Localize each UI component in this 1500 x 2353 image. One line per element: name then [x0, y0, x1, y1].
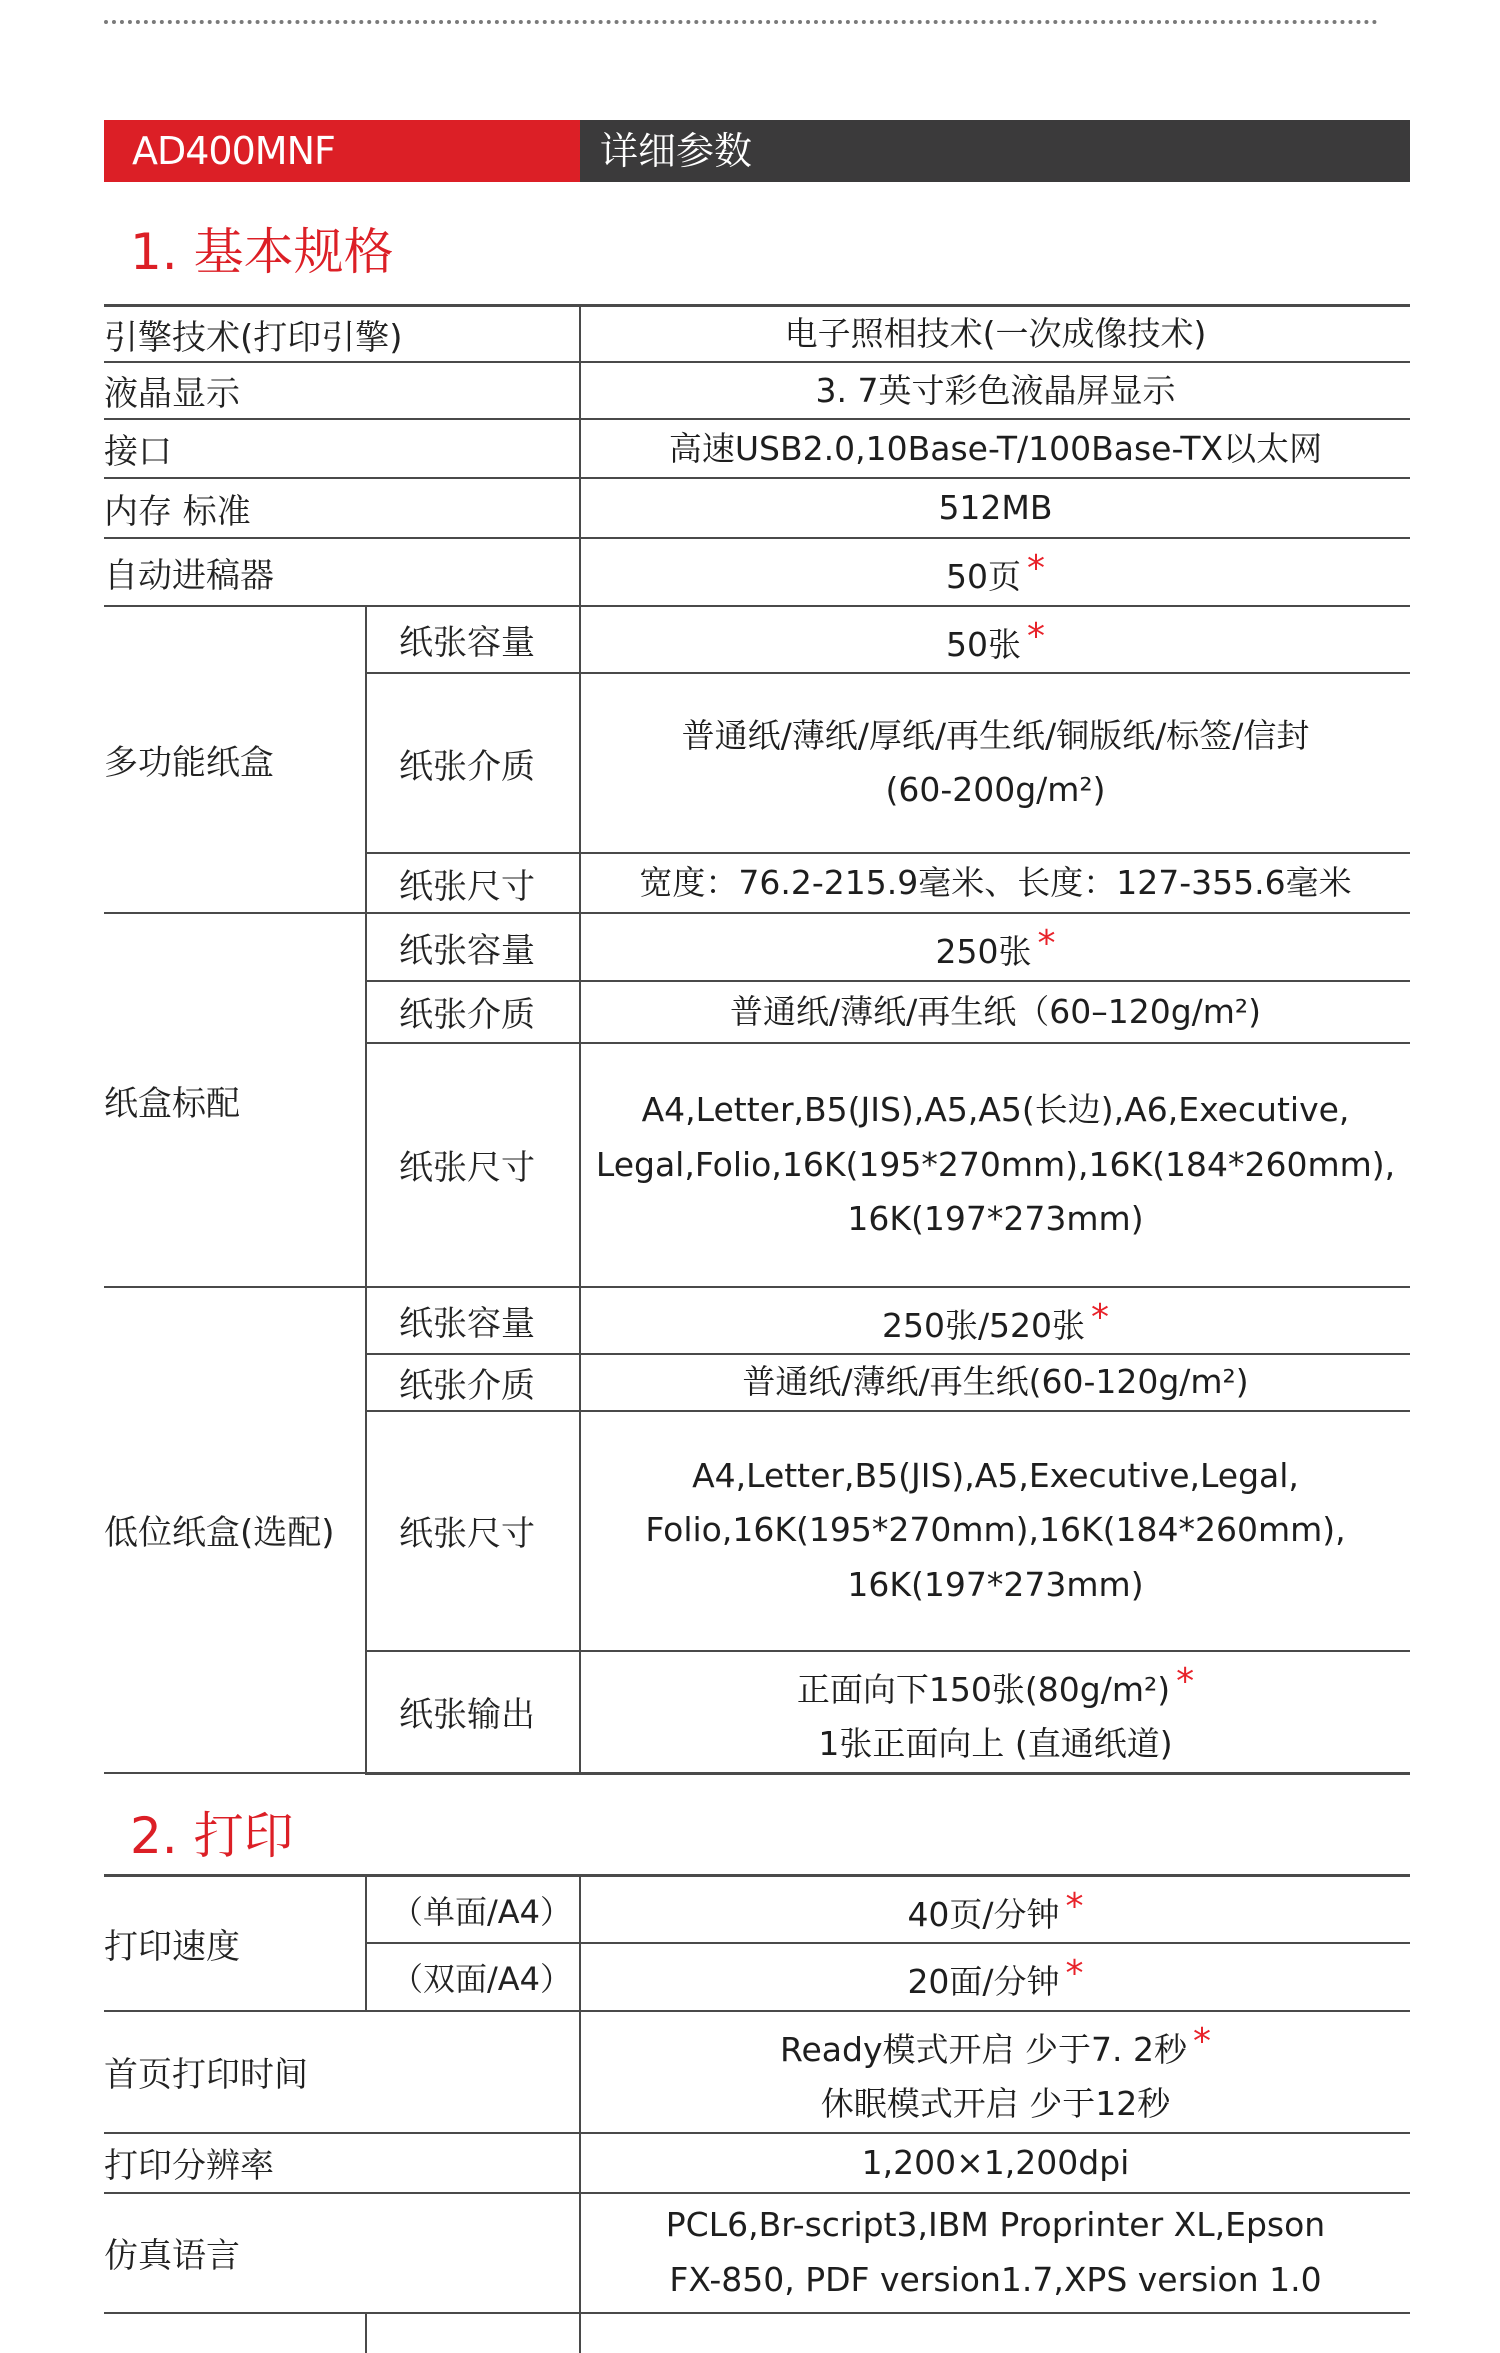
table-row	[104, 2133, 1410, 2193]
row-label: 液晶显示	[104, 362, 580, 419]
print-spec-table	[104, 1874, 1410, 2353]
row-value	[580, 1943, 1410, 2010]
value-text: 50张	[946, 624, 1021, 664]
sub-label: 纸张尺寸	[366, 1411, 580, 1651]
sub-label: 纸张容量	[366, 913, 580, 980]
value-line: PCL6,Br-script3,IBM Proprinter XL,Epson	[665, 2205, 1326, 2245]
value-line: A4,Letter,B5(JIS),A5,A5(长边),A6,Executive,	[641, 1090, 1350, 1130]
row-value: 电子照相技术(一次成像技术)	[580, 306, 1410, 363]
top-dotted-divider	[104, 20, 1378, 24]
value-text: 20面/分钟	[907, 1962, 1060, 2002]
row-value	[580, 1287, 1410, 1354]
table-cell	[366, 2313, 580, 2353]
row-label: 接口	[104, 419, 580, 478]
table-row	[104, 2193, 1410, 2313]
row-value: 512MB	[580, 478, 1410, 538]
row-value	[580, 913, 1410, 980]
value-text: 250张	[935, 932, 1032, 972]
footnote-star: *	[1192, 2020, 1211, 2062]
row-value: 3. 7英寸彩色液晶屏显示	[580, 362, 1410, 419]
row-label: 打印分辨率	[104, 2133, 580, 2193]
row-value	[580, 606, 1410, 673]
table-row	[104, 419, 1410, 478]
value-text: 50页	[946, 557, 1021, 597]
header-title: 详细参数	[580, 120, 1410, 182]
value-line: 休眠模式开启 少于12秒	[820, 2084, 1171, 2124]
value-line: 16K(197*273mm)	[847, 1564, 1144, 1604]
value-line: (60-200g/m²)	[885, 770, 1106, 810]
row-label: 首页打印时间	[104, 2011, 580, 2133]
value-text: 正面向下150张(80g/m²)	[796, 1669, 1171, 1709]
model-name: AD400MNF	[104, 120, 580, 182]
footnote-star: *	[1065, 1953, 1084, 1995]
row-value	[580, 1651, 1410, 1773]
value-line: FX-850, PDF version1.7,XPS version 1.0	[669, 2259, 1322, 2299]
value-line	[581, 1652, 1410, 1717]
spec-header-bar	[104, 120, 1410, 182]
value-line: A4,Letter,B5(JIS),A5,Executive,Legal,	[692, 1455, 1299, 1495]
row-value: 宽度：76.2-215.9毫米、长度：127-355.6毫米	[580, 853, 1410, 913]
row-value: 高速USB2.0,10Base-T/100Base-TX以太网	[580, 419, 1410, 478]
value-line: 16K(197*273mm)	[847, 1198, 1144, 1238]
category-label: 打印速度	[104, 1876, 366, 2011]
footnote-star: *	[1091, 1296, 1110, 1338]
table-row	[104, 2313, 1410, 2353]
footnote-star: *	[1027, 548, 1045, 590]
sub-label: 纸张容量	[366, 606, 580, 673]
table-row	[104, 478, 1410, 538]
value-line: 普通纸/薄纸/厚纸/再生纸/铜版纸/标签/信封	[681, 715, 1310, 755]
table-row	[104, 606, 1410, 673]
row-value	[580, 2193, 1410, 2313]
category-label: 纸盒标配	[104, 913, 366, 1286]
table-row	[104, 538, 1410, 605]
row-label: 内存 标准	[104, 478, 580, 538]
value-text: 40页/分钟	[907, 1895, 1060, 1934]
sub-label: （双面/A4）	[366, 1943, 580, 2010]
sub-label: 纸张介质	[366, 673, 580, 853]
value-line: Folio,16K(195*270mm),16K(184*260mm),	[645, 1510, 1346, 1550]
row-value	[580, 1876, 1410, 1944]
sub-label: 纸张介质	[366, 1354, 580, 1410]
table-row	[104, 306, 1410, 363]
section-title-print: 2. 打印	[130, 1807, 294, 1865]
category-label: 多功能纸盒	[104, 606, 366, 913]
row-value	[580, 1043, 1410, 1287]
value-line: 1张正面向上 (直通纸道)	[818, 1724, 1173, 1764]
table-cell	[104, 2313, 366, 2353]
sub-label: 纸张介质	[366, 981, 580, 1043]
footnote-star: *	[1176, 1660, 1195, 1702]
table-row	[104, 1287, 1410, 1354]
basic-spec-table	[104, 304, 1410, 1775]
footnote-star: *	[1027, 615, 1045, 657]
table-cell	[580, 2313, 1410, 2353]
footnote-star: *	[1037, 923, 1056, 965]
row-label: 引擎技术(打印引擎)	[104, 306, 580, 363]
section-title-basic: 1. 基本规格	[130, 223, 394, 281]
footnote-star: *	[1065, 1886, 1084, 1927]
category-label: 低位纸盒(选配)	[104, 1287, 366, 1773]
row-label: 仿真语言	[104, 2193, 580, 2313]
row-label: 自动进稿器	[104, 538, 580, 605]
row-value: 普通纸/薄纸/再生纸（60–120g/m²)	[580, 981, 1410, 1043]
table-row	[104, 362, 1410, 419]
row-value	[580, 1411, 1410, 1651]
sub-label: 纸张尺寸	[366, 1043, 580, 1287]
row-value	[580, 538, 1410, 605]
row-value: 1,200×1,200dpi	[580, 2133, 1410, 2193]
value-text: 250张/520张	[881, 1305, 1086, 1345]
row-value: 普通纸/薄纸/再生纸(60-120g/m²)	[580, 1354, 1410, 1410]
row-value	[580, 673, 1410, 853]
value-line: Legal,Folio,16K(195*270mm),16K(184*260mm),	[595, 1144, 1396, 1184]
sub-label: （单面/A4）	[366, 1876, 580, 1944]
row-value	[580, 2011, 1410, 2133]
value-text: Ready模式开启 少于7. 2秒	[780, 2029, 1187, 2069]
value-line	[581, 2012, 1410, 2077]
sub-label: 纸张输出	[366, 1651, 580, 1773]
sub-label: 纸张容量	[366, 1287, 580, 1354]
table-row	[104, 1876, 1410, 1944]
table-row	[104, 913, 1410, 980]
table-row	[104, 2011, 1410, 2133]
sub-label: 纸张尺寸	[366, 853, 580, 913]
